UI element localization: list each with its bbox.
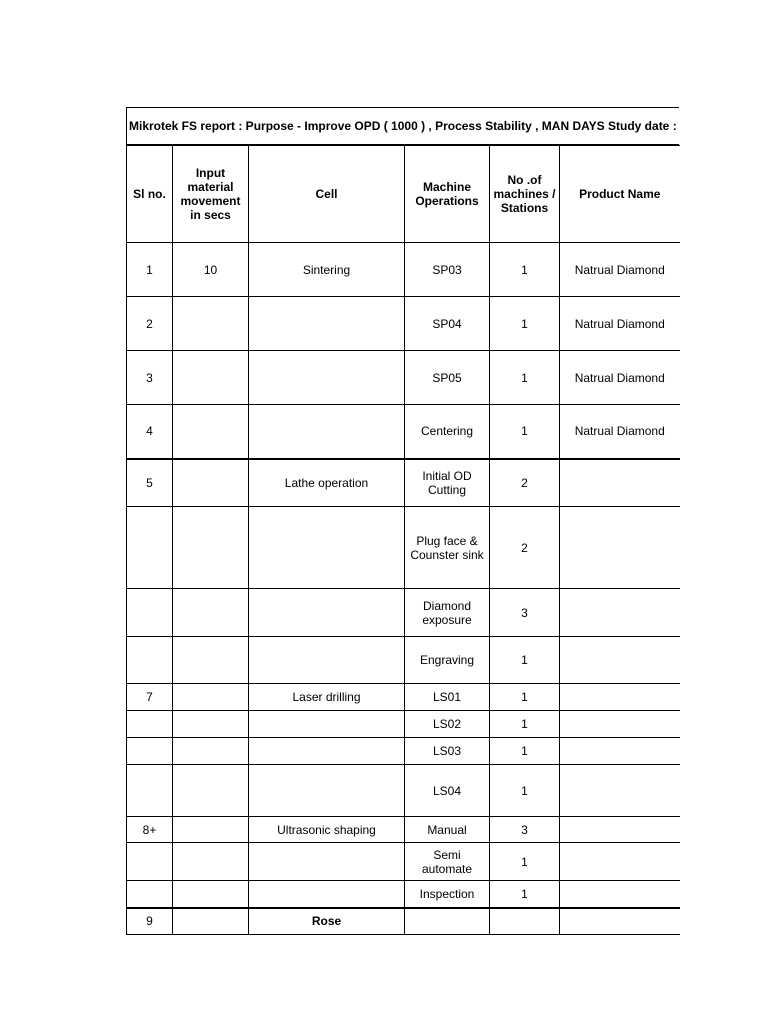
report-sheet [126, 107, 679, 935]
machine-count-cell: 1 [490, 297, 560, 351]
machine-count-cell: 1 [490, 711, 560, 738]
header-input-movement: Input material movement in secs [173, 146, 249, 243]
sl-no-cell: 3 [127, 351, 173, 405]
report-title: Mikrotek FS report : Purpose - Improve OPD ( 1000 ) , Process Stability , MAN DAYS Study date : [126, 107, 679, 145]
cell-name-cell: Sintering [249, 243, 405, 297]
header-sl-no: Sl no. [127, 146, 173, 243]
product-name-cell: Natrual Diamond [560, 405, 680, 459]
machine-operation-cell: Initial OD Cutting [405, 459, 490, 507]
product-name-cell [560, 908, 680, 935]
cell-name-cell [249, 507, 405, 589]
machine-operation-cell: Manual [405, 817, 490, 843]
table-row [127, 637, 680, 684]
machine-count-cell [490, 908, 560, 935]
machine-operation-cell [405, 908, 490, 935]
cell-name-cell [249, 351, 405, 405]
product-name-cell: Natrual Diamond [560, 297, 680, 351]
machine-count-cell: 2 [490, 507, 560, 589]
report-table [126, 145, 680, 935]
sl-no-cell [127, 589, 173, 637]
sl-no-cell: 7 [127, 684, 173, 711]
machine-operation-cell: LS01 [405, 684, 490, 711]
input-movement-cell [173, 297, 249, 351]
input-movement-cell [173, 589, 249, 637]
sl-no-cell [127, 881, 173, 908]
machine-operation-cell: SP05 [405, 351, 490, 405]
table-row [127, 507, 680, 589]
input-movement-cell [173, 817, 249, 843]
table-row [127, 711, 680, 738]
machine-operation-cell: Plug face & Counster sink [405, 507, 490, 589]
machine-count-cell: 3 [490, 817, 560, 843]
machine-count-cell: 1 [490, 351, 560, 405]
machine-count-cell: 1 [490, 843, 560, 881]
sl-no-cell: 8+ [127, 817, 173, 843]
cell-name-cell [249, 711, 405, 738]
cell-name-cell: Ultrasonic shaping [249, 817, 405, 843]
product-name-cell: Natrual Diamond [560, 243, 680, 297]
cell-name-cell [249, 589, 405, 637]
product-name-cell [560, 684, 680, 711]
product-name-cell [560, 738, 680, 765]
machine-operation-cell: Centering [405, 405, 490, 459]
input-movement-cell [173, 738, 249, 765]
machine-operation-cell: SP04 [405, 297, 490, 351]
product-name-cell [560, 459, 680, 507]
sl-no-cell [127, 765, 173, 817]
cell-name-cell [249, 738, 405, 765]
sl-no-cell: 5 [127, 459, 173, 507]
sl-no-cell: 2 [127, 297, 173, 351]
input-movement-cell [173, 765, 249, 817]
machine-operation-cell: Inspection [405, 881, 490, 908]
table-row [127, 351, 680, 405]
header-machine-operations: Machine Operations [405, 146, 490, 243]
sl-no-cell: 1 [127, 243, 173, 297]
header-row [127, 146, 680, 243]
table-row [127, 459, 680, 507]
product-name-cell [560, 817, 680, 843]
product-name-cell [560, 711, 680, 738]
product-name-cell: Natrual Diamond [560, 351, 680, 405]
header-machine-count: No .of machines / Stations [490, 146, 560, 243]
machine-operation-cell: LS02 [405, 711, 490, 738]
product-name-cell [560, 507, 680, 589]
input-movement-cell [173, 881, 249, 908]
table-row [127, 684, 680, 711]
input-movement-cell [173, 711, 249, 738]
sl-no-cell [127, 738, 173, 765]
table-row [127, 843, 680, 881]
header-product-name: Product Name [560, 146, 680, 243]
machine-count-cell: 1 [490, 243, 560, 297]
machine-operation-cell: LS03 [405, 738, 490, 765]
machine-count-cell: 1 [490, 684, 560, 711]
product-name-cell [560, 843, 680, 881]
cell-name-cell: Rose [249, 908, 405, 935]
cell-name-cell [249, 881, 405, 908]
input-movement-cell: 10 [173, 243, 249, 297]
cell-name-cell [249, 843, 405, 881]
sl-no-cell [127, 711, 173, 738]
product-name-cell [560, 637, 680, 684]
machine-operation-cell: Diamond exposure [405, 589, 490, 637]
machine-operation-cell: LS04 [405, 765, 490, 817]
product-name-cell [560, 765, 680, 817]
cell-name-cell: Laser drilling [249, 684, 405, 711]
table-row [127, 405, 680, 459]
table-row [127, 297, 680, 351]
machine-count-cell: 1 [490, 881, 560, 908]
machine-operation-cell: SP03 [405, 243, 490, 297]
header-cell: Cell [249, 146, 405, 243]
machine-count-cell: 2 [490, 459, 560, 507]
input-movement-cell [173, 843, 249, 881]
cell-name-cell [249, 637, 405, 684]
table-row [127, 243, 680, 297]
table-row [127, 881, 680, 908]
table-row [127, 817, 680, 843]
input-movement-cell [173, 459, 249, 507]
machine-operation-cell: Engraving [405, 637, 490, 684]
input-movement-cell [173, 405, 249, 459]
product-name-cell [560, 881, 680, 908]
cell-name-cell [249, 405, 405, 459]
table-row [127, 738, 680, 765]
table-row [127, 908, 680, 935]
input-movement-cell [173, 908, 249, 935]
machine-count-cell: 1 [490, 637, 560, 684]
input-movement-cell [173, 507, 249, 589]
machine-count-cell: 1 [490, 405, 560, 459]
machine-count-cell: 1 [490, 765, 560, 817]
product-name-cell [560, 589, 680, 637]
input-movement-cell [173, 637, 249, 684]
table-row [127, 765, 680, 817]
table-row [127, 589, 680, 637]
sl-no-cell: 9 [127, 908, 173, 935]
cell-name-cell: Lathe operation [249, 459, 405, 507]
sl-no-cell [127, 507, 173, 589]
machine-operation-cell: Semi automate [405, 843, 490, 881]
input-movement-cell [173, 684, 249, 711]
sl-no-cell [127, 637, 173, 684]
cell-name-cell [249, 765, 405, 817]
sl-no-cell [127, 843, 173, 881]
input-movement-cell [173, 351, 249, 405]
machine-count-cell: 3 [490, 589, 560, 637]
sl-no-cell: 4 [127, 405, 173, 459]
machine-count-cell: 1 [490, 738, 560, 765]
cell-name-cell [249, 297, 405, 351]
